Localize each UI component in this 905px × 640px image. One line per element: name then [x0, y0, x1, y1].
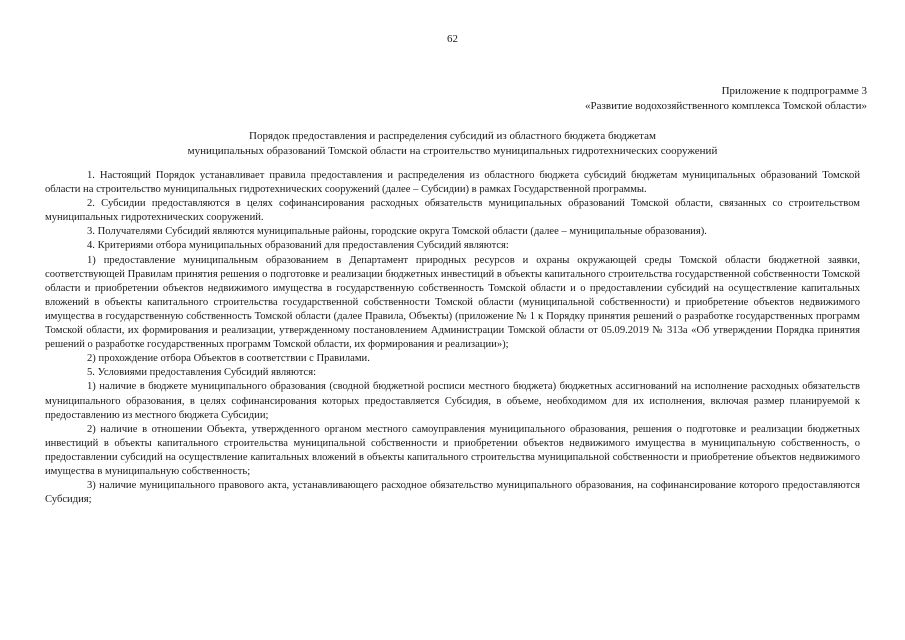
paragraph-6: 2) прохождение отбора Объектов в соответствии с Правилами. [87, 353, 370, 365]
paragraph-1: 1. Настоящий Порядок устанавливает правила предоставления и распределения из областного бюджета субсидий бюджетам муниципальных образований Томской области на строительство муниципальных гидротехнических сооружений (далее – Субсидии) в рамках Государственной программы. [45, 170, 860, 196]
paragraph-9: 2) наличие в отношении Объекта, утвержденного органом местного самоуправления муниципального образования, решения о подготовке и реализации бюджетных инвестиций в объекты капитального строительства муниципальной собственности и приобретении объектов недвижимого имущества в муниципальную собственность, о предоставлении субсидий на осуществление капитальных вложений в объекты капитального строительства муниципальной собственности и приобретение объектов недвижимого имущества в муниципальную собственность; [45, 423, 860, 477]
document-body [45, 169, 860, 507]
appendix-line-2: «Развитие водохозяйственного комплекса Томской области» [585, 100, 867, 112]
appendix-line-1: Приложение к подпрограмме 3 [721, 85, 867, 97]
paragraph-8: 1) наличие в бюджете муниципального образования (сводной бюджетной росписи местного бюджета) бюджетных ассигнований на исполнение расходных обязательств муниципального образования, в целях софинансирования которых предоставляется Субсидия, в объеме, необходимом для их исполнения, включая размер планируемой к предоставлению из местного бюджета Субсидии; [45, 381, 860, 421]
title-line-1: Порядок предоставления и распределения субсидий из областного бюджета бюджетам [249, 130, 656, 142]
title-line-2: муниципальных образований Томской области на строительство муниципальных гидротехнических сооружений [187, 145, 718, 157]
document-title [70, 129, 835, 159]
paragraph-5: 1) предоставление муниципальным образованием в Департамент природных ресурсов и охраны окружающей среды Томской области бюджетной заявки, соответствующей Правилам принятия решения о подготовке и реализации бюджетных инвестиций в объекты капитального строительства государственной собственности Томской области и приобретении объектов недвижимого имущества в государственную собственность Томской области и о предоставлении субсидий на осуществление капитальных вложений в объекты капитального строительства государственной собственности Томской области (муниципальной собственности) и приобретение объектов недвижимого имущества в государственную собственность Томской области (далее Правила, Объекты) (приложение № 1 к Порядку принятия решений о разработке государственных программ Томской области, их формирования и реализации, утвержденному постановлением Администрации Томской области от 05.09.2019 № 313а «Об утверждении Порядка принятия решений о разработке государственных программ Томской области, их формирования и реализации»); [45, 254, 860, 351]
appendix-header [447, 84, 867, 114]
paragraph-2: 2. Субсидии предоставляются в целях софинансирования расходных обязательств муниципальных образований Томской области, связанных со строительством муниципальных гидротехнических сооружений. [45, 198, 860, 224]
page-number: 62 [447, 33, 458, 45]
paragraph-10: 3) наличие муниципального правового акта, устанавливающего расходное обязательство муниципального образования, на софинансирование которого предоставляются Субсидия; [45, 480, 860, 506]
paragraph-3: 3. Получателями Субсидий являются муниципальные районы, городские округа Томской области (далее – муниципальные образования). [87, 226, 707, 238]
paragraph-4: 4. Критериями отбора муниципальных образований для предоставления Субсидий являются: [87, 240, 509, 252]
paragraph-7: 5. Условиями предоставления Субсидий являются: [87, 367, 317, 379]
